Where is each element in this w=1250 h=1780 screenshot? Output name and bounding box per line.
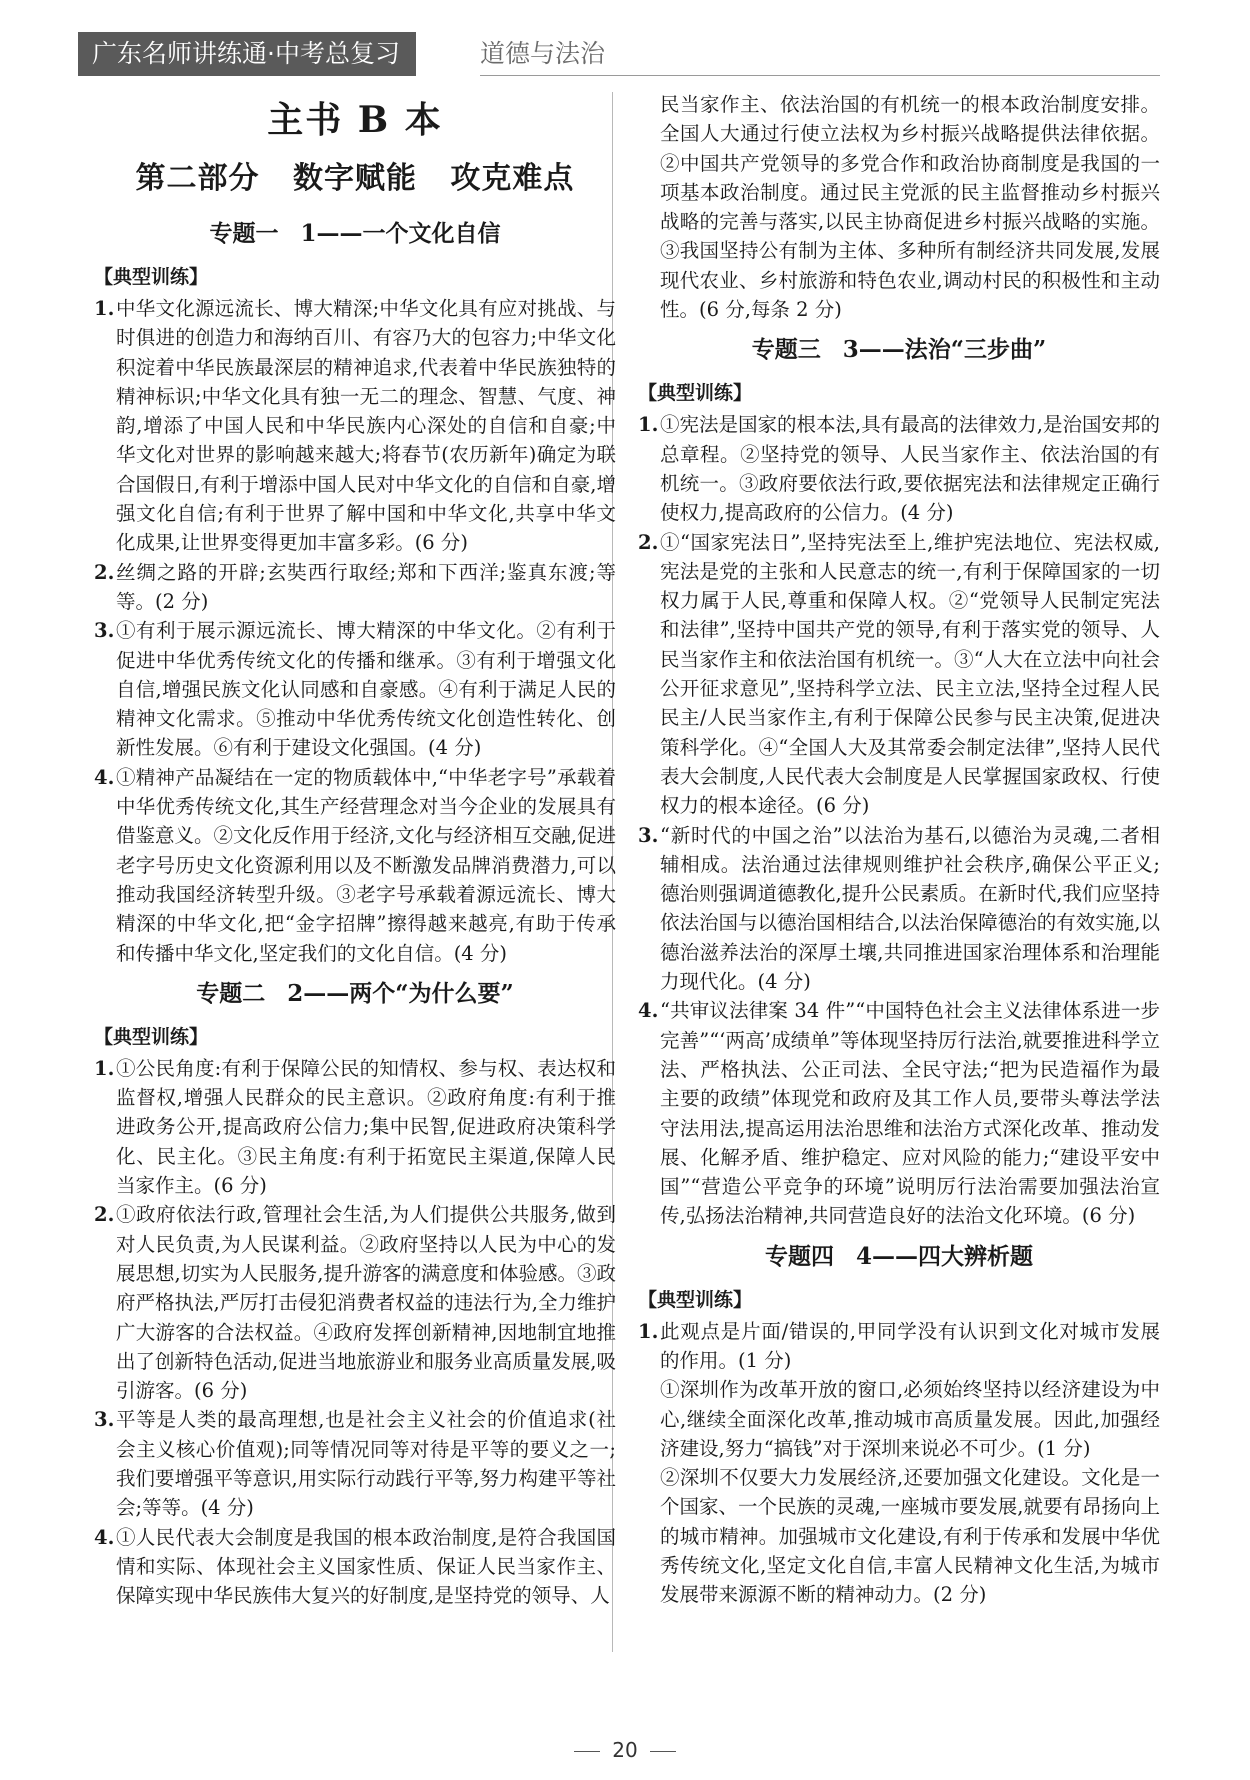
item-number: 3. — [638, 823, 659, 847]
series-separator: · — [267, 39, 275, 68]
topic-2-name: 2——两个“为什么要” — [287, 979, 514, 1007]
topic-4-label: 【典型训练】 — [638, 1288, 753, 1311]
topic-4-name: 4——四大辨析题 — [855, 1242, 1033, 1270]
part-title: 第二部分 数字赋能 攻克难点 — [135, 161, 575, 196]
page-header — [78, 32, 1160, 76]
item-number: 2. — [94, 560, 115, 584]
answer-item — [638, 528, 1160, 821]
topic-3-title — [638, 328, 1160, 372]
dash-right — [650, 1751, 676, 1752]
answer-paragraph: ①深圳作为改革开放的窗口,必须始终坚持以经济建设为中心,继续全面深化改革,推动城市高质量发展。因此,加强经济建设,努力“搞钱”对于深圳来说必不可少。(1 分) — [660, 1378, 1160, 1460]
item-number: 4. — [94, 765, 115, 789]
series-name: 广东名师讲练通 — [92, 39, 268, 68]
answer-item — [638, 410, 1160, 527]
answer-item — [94, 1200, 616, 1405]
answer-item — [94, 763, 616, 968]
topic-1-title — [94, 212, 616, 256]
item-text: ①政府依法行政,管理社会生活,为人们提供公共服务,做到对人民负责,为人民谋利益。②政府坚持以人民为中心的发展思想,切实为人民服务,提升游客的满意度和体验感。③政府严格执法,严厉打击侵犯消费者权益的违法行为,全力维护广大游客的合法权益。④政府发挥创新精神,因地制宜地推出了创新特色活动,促进当地旅游业和服务业高质量发展,吸引游客。(6 分) — [116, 1203, 616, 1403]
answer-item — [94, 616, 616, 762]
topic-2-title — [94, 972, 616, 1016]
item-text: 平等是人类的最高理想,也是社会主义社会的价值追求(社会主义核心价值观);同等情况同等对待是平等的要义之一;我们要增强平等意识,用实际行动践行平等,努力构建平等社会;等等。(4 分) — [116, 1408, 616, 1520]
item-text: “共审议法律案 34 件”“中国特色社会主义法律体系进一步完善”“‘两高’成绩单”等体现坚持厉行法治,就要推进科学立法、严格执法、公正司法、全民守法;“把为民造福作为最主要的政绩”体现党和政府及其工作人员,要带头尊法学法守法用法,提高运用法治思维和法治方式深化改革、推动发展、化解矛盾、维护稳定、应对风险的能力;“建设平安中国”“营造公平竞争的环境”说明厉行法治需要加强法治宣传,弘扬法治精神,共同营造良好的法治文化环境。(6 分) — [660, 999, 1160, 1228]
item-text: “新时代的中国之治”以法治为基石,以德治为灵魂,二者相辅相成。法治通过法律规则维护社会秩序,确保公平正义;德治则强调道德教化,提升公民素质。在新时代,我们应坚持依法治国与以德治国相结合,以法治保障德治的有效实施,以德治滋养法治的深厚土壤,共同推进国家治理体系和治理能力现代化。(4 分) — [660, 823, 1160, 994]
topic-1-label: 【典型训练】 — [94, 266, 209, 288]
item-text: ①有利于展示源远流长、博大精深的中华文化。②有利于促进中华优秀传统文化的传播和继承。③有利于增强文化自信,增强民族文化认同感和自豪感。④有利于满足人民的精神文化需求。⑤推动中华优秀传统文化创造性转化、创新性发展。⑥有利于建设文化强国。(4 分) — [116, 619, 616, 760]
topic-2-label: 【典型训练】 — [94, 1025, 209, 1048]
item-text: ①精神产品凝结在一定的物质载体中,“中华老字号”承载着中华优秀传统文化,其生产经营理念对当今企业的发展具有借鉴意义。②文化反作用于经济,文化与经济相互交融,促进老字号历史文化资源利用以及不断激发品牌消费潜力,可以推动我国经济转型升级。③老字号承载着源远流长、博大精深的中华文化,把“金字招牌”擦得越来越亮,有助于传承和传播中华文化,坚定我们的文化自信。(4 分) — [116, 765, 616, 965]
topic-3-label: 【典型训练】 — [638, 382, 753, 405]
book-title: 主书 B 本 — [267, 99, 443, 141]
answer-item — [94, 1054, 616, 1200]
item-text: ①宪法是国家的根本法,具有最高的法律效力,是治国安邦的总章程。②坚持党的领导、人民当家作主、依法治国的有机统一。③政府要依法行政,要依据宪法和法律规定正确行使权力,提高政府的公信力。(4 分) — [660, 413, 1160, 525]
answer-item — [638, 996, 1160, 1230]
topic-4-title — [638, 1235, 1160, 1279]
answer-item — [94, 1523, 616, 1611]
item-number: 1. — [638, 413, 659, 437]
answer-item — [94, 558, 616, 617]
header-rule — [480, 75, 1160, 76]
item-text: ①人民代表大会制度是我国的根本政治制度,是符合我国国情和实际、体现社会主义国家性质、保证人民当家作主、保障实现中华民族伟大复兴的好制度,是坚持党的领导、人 — [116, 1525, 616, 1608]
item-number: 1. — [638, 1319, 659, 1343]
answer-item — [94, 1405, 616, 1522]
answer-item — [638, 1317, 1160, 1376]
item-number: 1. — [94, 1056, 115, 1080]
answer-item — [94, 294, 616, 558]
topic-1-number: 专题一 — [209, 220, 279, 247]
page-number-text: 20 — [612, 1738, 638, 1762]
item-number: 2. — [638, 530, 659, 554]
item-number: 1. — [94, 297, 115, 320]
topic-4-number: 专题四 — [764, 1242, 834, 1270]
item-number: 3. — [94, 1408, 115, 1432]
item-number: 4. — [94, 1525, 115, 1549]
dash-left — [574, 1751, 600, 1752]
item-number: 4. — [638, 999, 659, 1023]
item-number: 2. — [94, 1203, 115, 1227]
topic-3-number: 专题三 — [751, 336, 821, 364]
series-banner — [78, 32, 416, 76]
item-text: ①公民角度:有利于保障公民的知情权、参与权、表达权和监督权,增强人民群众的民主意识。②政府角度:有利于推进政务公开,提高政府公信力;集中民智,促进政府决策科学化、民主化。③民主角度:有利于拓宽民主渠道,保障人民当家作主。(6 分) — [116, 1056, 616, 1198]
item-text: 中华文化源远流长、博大精深;中华文化具有应对挑战、与时俱进的创造力和海纳百川、有容乃大的包容力;中华文化积淀着中华民族最深层的精神追求,代表着中华民族独特的精神标识;中华文化具有独一无二的理念、智慧、气度、神韵,增添了中国人民和中华民族内心深处的自信和自豪;中华文化对世界的影响越来越大;将春节(农历新年)确定为联合国假日,有利于增添中国人民对中华文化的自信和自豪,增强文化自信;有利于世界了解中国和中华文化,共享中华文化成果,让世界变得更加丰富多彩。(6 分) — [116, 297, 616, 555]
continued-answer: 民当家作主、依法治国的有机统一的根本政治制度安排。全国人大通过行使立法权为乡村振兴战略提供法律依据。②中国共产党领导的多党合作和政治协商制度是我国的一项基本政治制度。通过民主党派的民主监督推动乡村振兴战略的完善与落实,以民主协商促进乡村振兴战略的实施。③我国坚持公有制为主体、多种所有制经济共同发展,发展现代农业、乡村旅游和特色农业,调动村民的积极性和主动性。(6 分,每条 2 分) — [660, 93, 1160, 322]
book-name: 中考总复习 — [274, 39, 400, 68]
left-column — [94, 90, 616, 1610]
subject-name: 道德与法治 — [480, 39, 606, 68]
item-text: 此观点是片面/错误的,甲同学没有认识到文化对城市发展的作用。(1 分) — [660, 1319, 1160, 1372]
answer-item — [638, 821, 1160, 997]
right-column — [638, 90, 1160, 1610]
topic-3-name: 3——法治“三步曲” — [842, 336, 1047, 364]
answer-paragraph: ②深圳不仅要大力发展经济,还要加强文化建设。文化是一个国家、一个民族的灵魂,一座城市要发展,就要有昂扬向上的城市精神。加强城市文化建设,有利于传承和发展中华优秀传统文化,坚定文化自信,丰富人民精神文化生活,为城市发展带来源源不断的精神动力。(2 分) — [660, 1466, 1160, 1607]
topic-2-number: 专题二 — [196, 979, 266, 1007]
item-number: 3. — [94, 619, 115, 643]
item-text: ①“国家宪法日”,坚持宪法至上,维护宪法地位、宪法权威,宪法是党的主张和人民意志的统一,有利于保障国家的一切权力属于人民,尊重和保障人权。②“党领导人民制定宪法和法律”,坚持中国共产党的领导,有利于落实党的领导、人民当家作主和依法治国有机统一。③“人大在立法中向社会公开征求意见”,坚持科学立法、民主立法,坚持全过程人民民主/人民当家作主,有利于保障公民参与民主决策,促进决策科学化。④“全国人大及其常委会制定法律”,坚持人民代表大会制度,人民代表大会制度是人民掌握国家政权、行使权力的根本途径。(6 分) — [660, 530, 1160, 818]
item-text: 丝绸之路的开辟;玄奘西行取经;郑和下西洋;鉴真东渡;等等。(2 分) — [116, 560, 616, 613]
page-number — [0, 1738, 1250, 1762]
topic-1-name: 1——一个文化自信 — [300, 220, 501, 247]
